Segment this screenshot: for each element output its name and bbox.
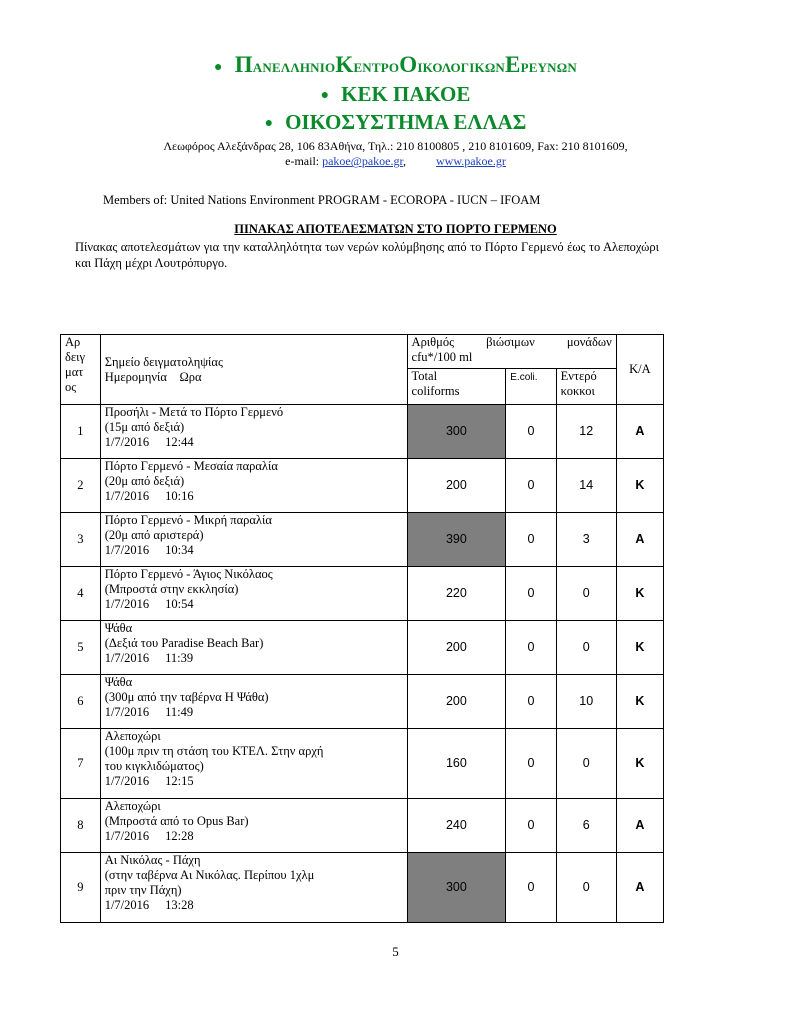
sample-number: 3 <box>61 513 101 567</box>
sample-date: 1/7/2016 <box>104 651 150 665</box>
bullet-icon: ● <box>214 59 223 75</box>
sample-time: 10:34 <box>165 543 194 557</box>
header-ecoli-label: E.coli. <box>510 372 538 383</box>
header-ecoli <box>506 369 556 405</box>
sampling-point-line: Ψάθα <box>104 675 133 689</box>
ecoli-value: 0 <box>506 853 556 923</box>
total-coliforms-value: 200 <box>407 621 506 675</box>
header-ent-line: κοκκοι <box>560 384 595 398</box>
enterococci-value: 12 <box>556 405 616 459</box>
org-name-part: ΡΕΥΝΩΝ <box>520 60 577 75</box>
sample-time: 12:44 <box>165 435 194 449</box>
enterococci-value: 0 <box>556 567 616 621</box>
sample-number: 9 <box>61 853 101 923</box>
sampling-point-line: (20μ από αριστερά) <box>104 528 204 542</box>
table-row <box>61 729 664 799</box>
header-ka: Κ/Α <box>616 335 663 405</box>
units-word: βιώσιμων <box>486 335 535 349</box>
sample-date: 1/7/2016 <box>104 829 150 843</box>
bullet-icon: ● <box>320 88 330 104</box>
sampling-point-line: Πόρτο Γερμενό - Μεσαία παραλία <box>104 459 278 473</box>
ecoli-value: 0 <box>506 729 556 799</box>
sampling-point <box>100 405 407 459</box>
sample-time: 11:39 <box>165 651 194 665</box>
sampling-point-line: Πόρτο Γερμενό - Άγιος Νικόλαος <box>104 567 273 581</box>
intro-paragraph: Πίνακας αποτελεσμάτων για την καταλληλότητα των νερών κολύμβησης από το Πόρτο Γερμενό έως το Αλεποχώρι και Πάχη μέχρι Λουτρόπυργο. <box>75 240 659 270</box>
org-name-line <box>0 52 791 81</box>
enterococci-value: 14 <box>556 459 616 513</box>
sample-number: 6 <box>61 675 101 729</box>
sample-number: 8 <box>61 799 101 853</box>
total-coliforms-value: 160 <box>407 729 506 799</box>
sample-datetime <box>105 597 403 612</box>
sampling-point-line: Αλεποχώρι <box>104 799 161 813</box>
sampling-point-line: πριν την Πάχη) <box>104 883 182 897</box>
address-block <box>0 139 791 169</box>
table-header-row-1 <box>61 335 664 369</box>
org-name-part: Ε <box>505 52 521 77</box>
sampling-point-line: (15μ από δεξιά) <box>104 420 185 434</box>
sampling-point <box>100 729 407 799</box>
sample-datetime <box>105 435 403 450</box>
org-name-part: Ο <box>399 52 418 77</box>
header-enterococci <box>556 369 616 405</box>
email-link[interactable]: pakoe@pakoe.gr <box>322 154 403 169</box>
header-total-line: Total <box>411 369 438 383</box>
sampling-point-line: του κιγκλιδώματος) <box>104 759 204 773</box>
enterococci-value: 3 <box>556 513 616 567</box>
sampling-point-line: (300μ από την ταβέρνα Η Ψάθα) <box>104 690 269 704</box>
ecoli-value: 0 <box>506 513 556 567</box>
sample-date: 1/7/2016 <box>104 774 150 788</box>
sample-number: 1 <box>61 405 101 459</box>
table-row <box>61 405 664 459</box>
total-coliforms-value: 300 <box>407 405 506 459</box>
header-units <box>407 335 616 369</box>
enterococci-value: 6 <box>556 799 616 853</box>
org-ecosystem: ΟΙΚΟΣΥΣΤΗΜΑ ΕΛΛΑΣ <box>285 110 527 135</box>
header-sample-no-line: δειγ <box>65 350 86 364</box>
sampling-point <box>100 799 407 853</box>
org-full-name <box>234 52 577 77</box>
suitability-value: Κ <box>616 675 663 729</box>
sample-number: 7 <box>61 729 101 799</box>
org-name-part: Κ <box>335 52 354 77</box>
sampling-point-line: (Μπροστά από το Opus Bar) <box>104 814 249 828</box>
enterococci-value: 0 <box>556 729 616 799</box>
sampling-point-line: Ψάθα <box>104 621 133 635</box>
org-name-part: Π <box>234 52 253 77</box>
units-line <box>412 335 612 350</box>
sample-datetime <box>105 489 403 504</box>
org-name-part: ΙΚΟΛΟΓΙΚΩΝ <box>417 60 506 75</box>
sampling-point <box>100 459 407 513</box>
results-table <box>60 334 664 923</box>
sampling-point-line: Αλεποχώρι <box>104 729 161 743</box>
header-point-label: Σημείο δειγματοληψίας <box>104 354 223 369</box>
header-sample-no-line: Αρ <box>65 335 81 349</box>
sample-datetime <box>105 774 403 789</box>
sample-datetime <box>105 705 403 720</box>
contact-line <box>0 154 791 169</box>
members-line: Members of: United Nations Environment PROGRAM - ECOROPA - IUCN – IFOAM <box>103 193 541 207</box>
sample-datetime <box>105 543 403 558</box>
sample-time: 11:49 <box>165 705 194 719</box>
header-sampling-point <box>100 335 407 405</box>
total-coliforms-value: 240 <box>407 799 506 853</box>
sample-time: 10:54 <box>165 597 194 611</box>
sampling-point-line: (Μπροστά στην εκκλησία) <box>104 582 239 596</box>
units-word: μονάδων <box>566 335 612 349</box>
bullet-icon: ● <box>264 116 274 132</box>
header-sample-no-line: ματ <box>65 365 84 379</box>
suitability-value: Κ <box>616 729 663 799</box>
units-cfu: cfu*/100 ml <box>411 350 473 364</box>
enterococci-value: 0 <box>556 853 616 923</box>
sample-date: 1/7/2016 <box>104 898 150 912</box>
header-ent-line: Εντερό <box>560 369 597 383</box>
sample-date: 1/7/2016 <box>104 435 150 449</box>
sample-date: 1/7/2016 <box>104 597 150 611</box>
units-word: Αριθμός <box>411 335 455 349</box>
sample-datetime <box>105 898 403 913</box>
suitability-value: Κ <box>616 621 663 675</box>
sampling-point <box>100 675 407 729</box>
sampling-point-line: Πόρτο Γερμενό - Μικρή παραλία <box>104 513 272 527</box>
header-sample-no-line: ος <box>65 380 77 394</box>
sampling-point <box>100 853 407 923</box>
letterhead <box>0 52 791 169</box>
table-row <box>61 799 664 853</box>
email-label: e-mail: <box>285 154 320 169</box>
ecoli-value: 0 <box>506 405 556 459</box>
ecoli-value: 0 <box>506 621 556 675</box>
suitability-value: Α <box>616 853 663 923</box>
address: Λεωφόρος Αλεξάνδρας 28, 106 83Αθήνα, Τηλ.: 210 8100805 , 210 8101609, Fax: 210 8101609, <box>163 139 628 154</box>
sampling-point-line: (100μ πριν τη στάση του ΚΤΕΛ. Στην αρχή <box>104 744 324 758</box>
suitability-value: Α <box>616 405 663 459</box>
sampling-point-line: Προσήλι - Μετά το Πόρτο Γερμενό <box>104 405 284 419</box>
org-name-part: ΑΝΕΛΛΗΝΙΟ <box>252 60 336 75</box>
enterococci-value: 0 <box>556 621 616 675</box>
sample-number: 4 <box>61 567 101 621</box>
total-coliforms-value: 200 <box>407 459 506 513</box>
sampling-point-line: (στην ταβέρνα Αι Νικόλας. Περίπου 1χλμ <box>104 868 315 882</box>
sample-time: 12:28 <box>165 829 194 843</box>
suitability-value: Κ <box>616 459 663 513</box>
table-row <box>61 513 664 567</box>
ecoli-value: 0 <box>506 567 556 621</box>
org-subname: ΚΕΚ ΠΑΚΟΕ <box>341 82 471 106</box>
header-total-coliforms <box>407 369 506 405</box>
sample-time: 12:15 <box>165 774 194 788</box>
table-row <box>61 621 664 675</box>
website-link[interactable]: www.pakoe.gr <box>435 154 506 169</box>
sample-number: 2 <box>61 459 101 513</box>
sample-time: 13:28 <box>165 898 194 912</box>
sample-datetime <box>105 829 403 844</box>
total-coliforms-value: 300 <box>407 853 506 923</box>
table-row <box>61 853 664 923</box>
separator: , <box>402 154 406 169</box>
header-datetime-label: Ημερομηνία Ωρα <box>104 369 202 384</box>
org-ecosystem-line <box>0 109 791 137</box>
ecoli-value: 0 <box>506 799 556 853</box>
sampling-point-line: Αι Νικόλας - Πάχη <box>104 853 201 867</box>
ecoli-value: 0 <box>506 459 556 513</box>
table-row <box>61 567 664 621</box>
suitability-value: Α <box>616 513 663 567</box>
sampling-point-line: (20μ από δεξιά) <box>104 474 185 488</box>
enterococci-value: 10 <box>556 675 616 729</box>
sample-date: 1/7/2016 <box>104 489 150 503</box>
table-row <box>61 459 664 513</box>
header-sample-no <box>61 335 101 405</box>
ecoli-value: 0 <box>506 675 556 729</box>
page-number: 5 <box>392 944 399 959</box>
table-row <box>61 675 664 729</box>
sampling-point <box>100 567 407 621</box>
sampling-point <box>100 513 407 567</box>
sample-datetime <box>105 651 403 666</box>
total-coliforms-value: 390 <box>407 513 506 567</box>
sample-date: 1/7/2016 <box>104 705 150 719</box>
sampling-point-line: (Δεξιά του Paradise Beach Bar) <box>104 636 264 650</box>
org-subname-line <box>0 81 791 109</box>
sampling-point <box>100 621 407 675</box>
sample-number: 5 <box>61 621 101 675</box>
table-title: ΠΙΝΑΚΑΣ ΑΠΟΤΕΛΕΣΜΑΤΩΝ ΣΤΟ ΠΟΡΤΟ ΓΕΡΜΕΝΟ <box>234 222 557 236</box>
sample-date: 1/7/2016 <box>104 543 150 557</box>
header-total-line: coliforms <box>411 384 460 398</box>
total-coliforms-value: 200 <box>407 675 506 729</box>
total-coliforms-value: 220 <box>407 567 506 621</box>
sample-time: 10:16 <box>165 489 194 503</box>
org-name-part: ΕΝΤΡΟ <box>353 60 400 75</box>
suitability-value: Κ <box>616 567 663 621</box>
suitability-value: Α <box>616 799 663 853</box>
